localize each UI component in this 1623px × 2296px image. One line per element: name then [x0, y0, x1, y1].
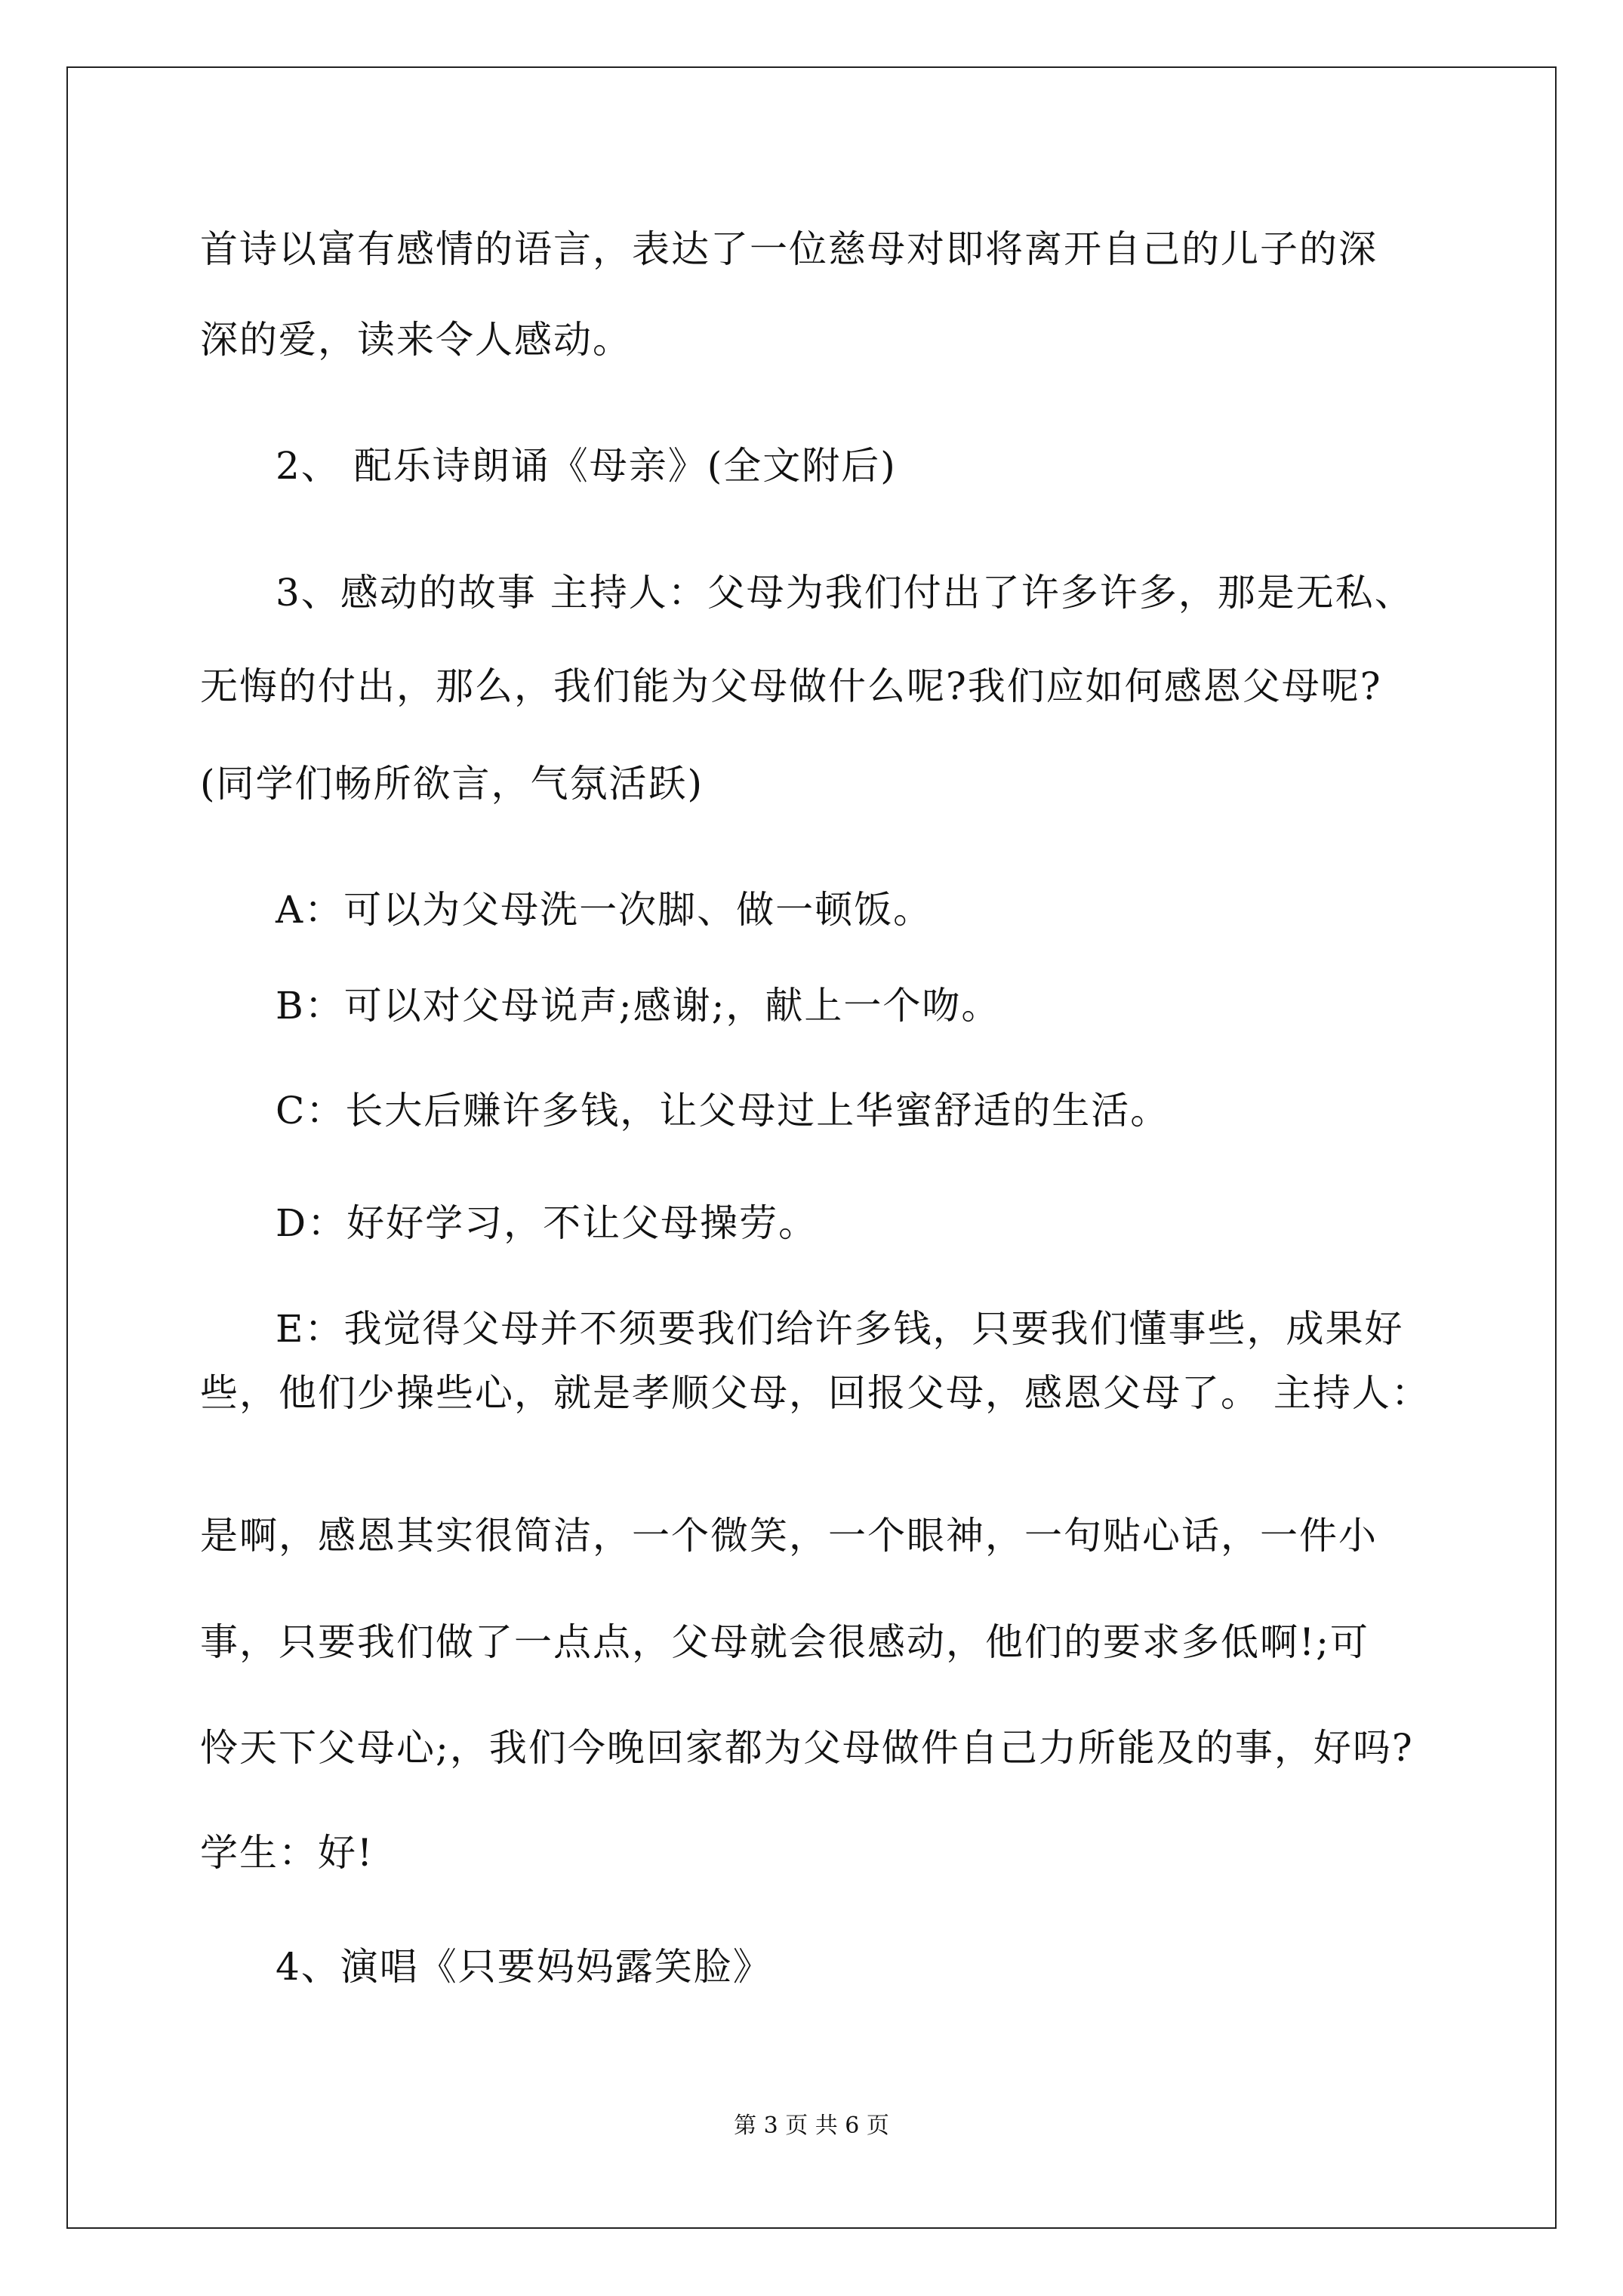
paragraph-line: 学生：好!: [200, 1831, 374, 1875]
paragraph-line: D：好好学习，不让父母操劳。: [276, 1201, 818, 1245]
paragraph-line: 无悔的付出，那么，我们能为父母做什么呢?我们应如何感恩父母呢?: [200, 664, 1382, 708]
paragraph-line: 首诗以富有感情的语言，表达了一位慈母对即将离开自己的儿子的深: [200, 227, 1378, 271]
paragraph-line: (同学们畅所欲言，气氛活跃): [200, 762, 704, 806]
paragraph-line: 4、演唱《只要妈妈露笑脸》: [276, 1945, 772, 1989]
paragraph-line: 事，只要我们做了一点点，父母就会很感动，他们的要求多低啊!;可: [200, 1620, 1369, 1664]
paragraph-line: B：可以对父母说声;感谢;，献上一个吻。: [276, 984, 1001, 1028]
paragraph-line: 2、 配乐诗朗诵《母亲》(全文附后): [276, 444, 897, 488]
paragraph-line: 深的爱，读来令人感动。: [200, 318, 632, 362]
page-border: [66, 66, 1557, 2229]
paragraph-line: 是啊，感恩其实很简洁，一个微笑，一个眼神，一句贴心话，一件小: [200, 1514, 1378, 1558]
page-footer: 第 3 页 共 6 页: [734, 2113, 889, 2139]
paragraph-line: 怜天下父母心;，我们今晚回家都为父母做件自己力所能及的事，好吗?: [200, 1726, 1414, 1770]
paragraph-line: A：可以为父母洗一次脚、做一顿饭。: [276, 888, 933, 932]
paragraph-line: 些，他们少操些心，就是孝顺父母，回报父母，感恩父母了。 主持人：: [200, 1371, 1431, 1415]
paragraph-line: E：我觉得父母并不须要我们给许多钱，只要我们懂事些，成果好: [276, 1307, 1404, 1351]
paragraph-line: 3、感动的故事 主持人：父母为我们付出了许多许多，那是无私、: [276, 571, 1414, 615]
paragraph-line: C：长大后赚许多钱，让父母过上华蜜舒适的生活。: [276, 1089, 1170, 1133]
